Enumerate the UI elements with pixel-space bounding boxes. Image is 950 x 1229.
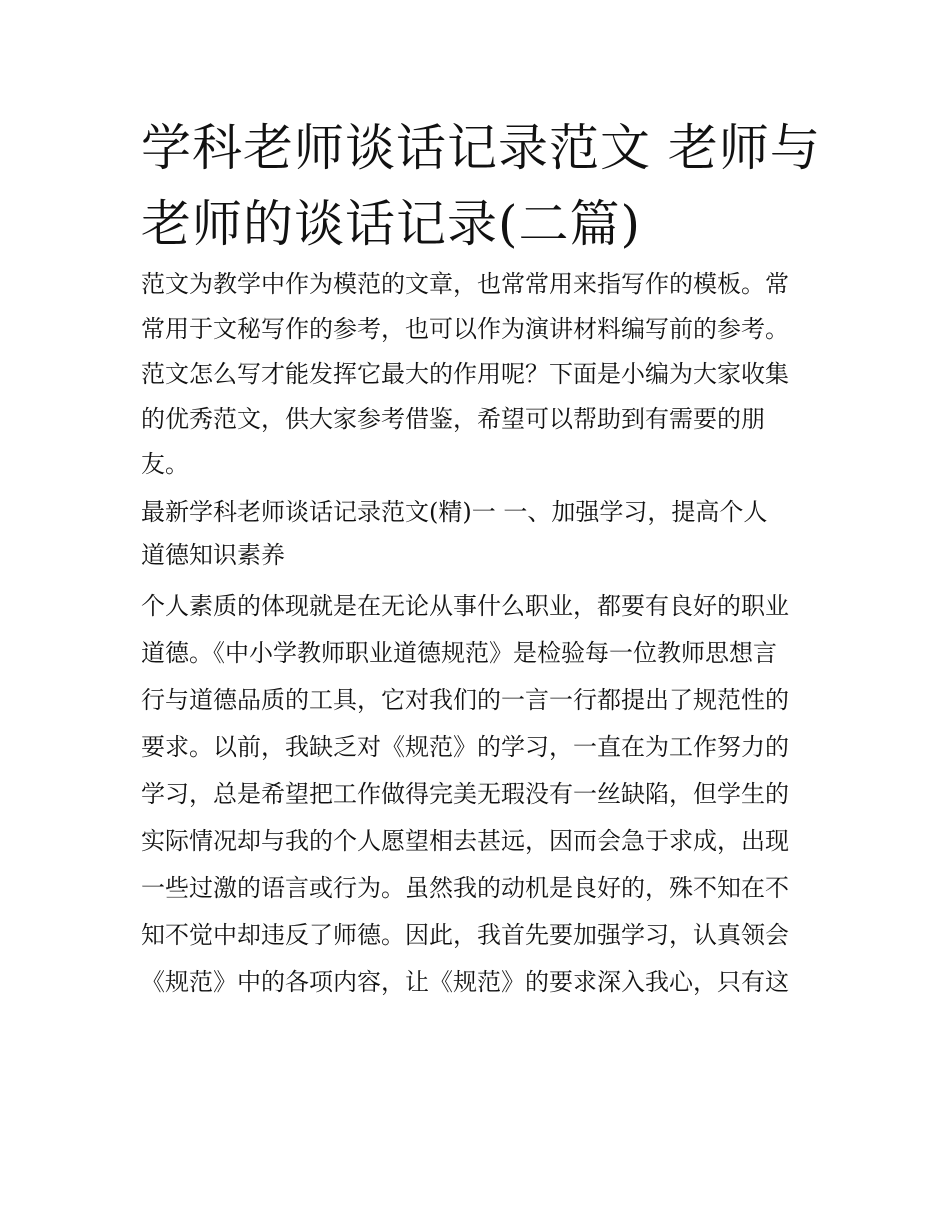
intro-line: 范文为教学中作为模范的文章，也常常用来指写作的模板。常 [141,270,789,298]
document-title [141,110,821,262]
body-line: 一些过激的语言或行为。虽然我的动机是良好的，殊不知在不 [141,874,789,902]
title-line: 学科老师谈话记录范文 老师与 [141,119,821,177]
section-heading-line: 道德知识素养 [141,541,285,569]
body-line: 个人素质的体现就是在无论从事什么职业，都要有良好的职业 [141,592,789,620]
body-line: 要求。以前，我缺乏对《规范》的学习，一直在为工作努力的 [141,733,789,761]
intro-line: 的优秀范文，供大家参考借鉴，希望可以帮助到有需要的朋 [141,405,765,433]
section-heading-line: 最新学科老师谈话记录范文(精)一 一、加强学习，提高个人 [141,498,768,526]
body-line: 行与道德品质的工具，它对我们的一言一行都提出了规范性的 [141,686,789,714]
intro-line: 常用于文秘写作的参考，也可以作为演讲材料编写前的参考。 [141,315,789,343]
body-line: 道德。《中小学教师职业道德规范》是检验每一位教师思想言 [141,639,777,667]
document-content [141,110,821,1006]
section-heading [141,491,813,577]
body-line: 《规范》中的各项内容，让《规范》的要求深入我心，只有这 [141,968,789,996]
body-line: 知不觉中却违反了师德。因此，我首先要加强学习，认真领会 [141,921,789,949]
intro-line: 范文怎么写才能发挥它最大的作用呢？下面是小编为大家收集 [141,360,789,388]
body-line: 实际情况却与我的个人愿望相去甚远，因而会急于求成，出现 [141,827,789,855]
intro-paragraph [141,262,813,487]
body-line: 学习，总是希望把工作做得完美无瑕没有一丝缺陷，但学生的 [141,780,789,808]
title-line: 老师的谈话记录(二篇) [141,195,642,253]
body-paragraph [141,583,813,1006]
intro-line: 友。 [141,450,189,478]
